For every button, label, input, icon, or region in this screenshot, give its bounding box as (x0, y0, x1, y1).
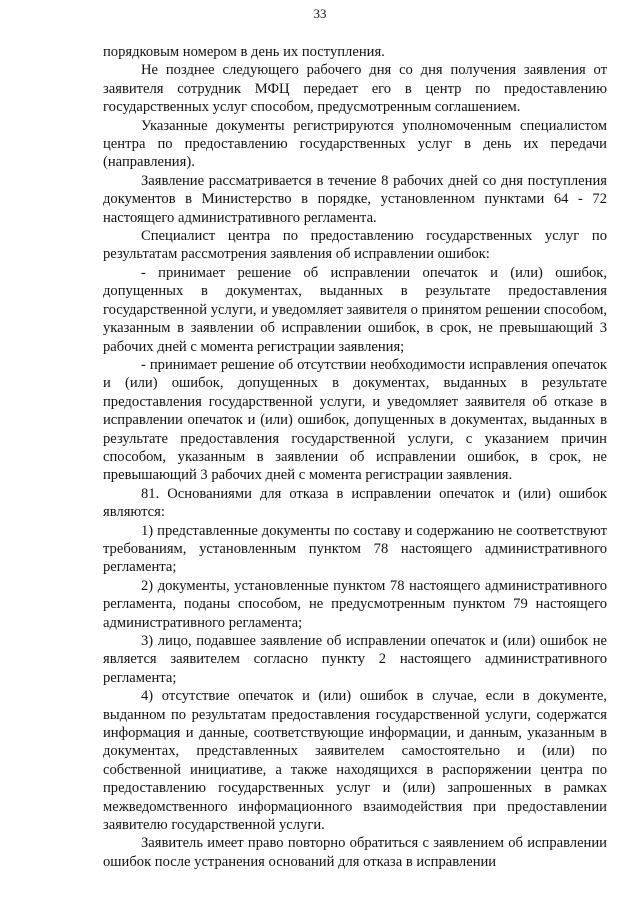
paragraph-decision-correct: - принимает решение об исправлении опечаток и (или) ошибок, допущенных в документах, выданных в результате предоставления государственной услуги, и уведомляет заявителя о принятом решении способом, указанным в заявлении об исправлении ошибок, в срок, не превышающий 3 рабочих дней с момента регистрации заявления; (103, 264, 607, 355)
page-number: 33 (313, 6, 327, 21)
paragraph-ground-2: 2) документы, установленные пунктом 78 настоящего административного регламента, поданы способом, не предусмотренным пунктом 79 настоящего административного регламента; (103, 577, 607, 631)
paragraph-continuation: порядковым номером в день их поступления. (103, 44, 385, 60)
document-body (103, 43, 607, 871)
paragraph-clause-81: 81. Основаниями для отказа в исправлении опечаток и (или) ошибок являются: (103, 485, 607, 521)
paragraph-review-period: Заявление рассматривается в течение 8 рабочих дней со дня поступления документов в Министерство в порядке, установленном пунктами 64 - 72 настоящего административного регламента. (103, 172, 607, 226)
paragraph-repeat-request: Заявитель имеет право повторно обратиться с заявлением об исправлении ошибок после устранения оснований для отказа в исправлении (103, 835, 607, 870)
paragraph-registration: Указанные документы регистрируются уполномоченным специалистом центра по предоставлению государственных услуг в день их передачи (направления). (103, 117, 607, 171)
paragraph-specialist-actions: Специалист центра по предоставлению государственных услуг по результатам рассмотрения заявления об исправлении ошибок: (103, 228, 607, 263)
paragraph-ground-4: 4) отсутствие опечаток и (или) ошибок в случае, если в документе, выданном по результатам предоставления государственной услуги, содержатся информация и данные, соответствующие информации, и данным, указанным в документах, представленных заявителем самостоятельно и (или) по собственной инициативе, а также находящихся в распоряжении центра по предоставлению государственных услуг и (или) запрошенных в рамках межведомственного информационного взаимодействия при предоставлении заявителю государственной услуги. (103, 688, 607, 834)
paragraph-ground-1: 1) представленные документы по составу и содержанию не соответствуют требованиям, установленным пунктом 78 настоящего административного регламента; (103, 522, 607, 576)
paragraph-mfc-transfer: Не позднее следующего рабочего дня со дня получения заявления от заявителя сотрудник МФЦ передает его в центр по предоставлению государственных услуг способом, предусмотренным соглашением. (103, 62, 607, 116)
paragraph-decision-refuse: - принимает решение об отсутствии необходимости исправления опечаток и (или) ошибок, допущенных в документах, выданных в результате предоставления государственной услуги, и уведомляет заявителя об отказе в исправлении опечаток и (или) ошибок, допущенных в документах, выданных в результате предоставления государственной услуги, с указанием причин способом, указанным в заявлении об исправлении ошибок, в срок, не превышающий 3 рабочих дней с момента регистрации заявления. (103, 356, 607, 484)
paragraph-ground-3: 3) лицо, подавшее заявление об исправлении опечаток и (или) ошибок не является заявителем согласно пункту 2 настоящего административного регламента; (103, 633, 607, 686)
